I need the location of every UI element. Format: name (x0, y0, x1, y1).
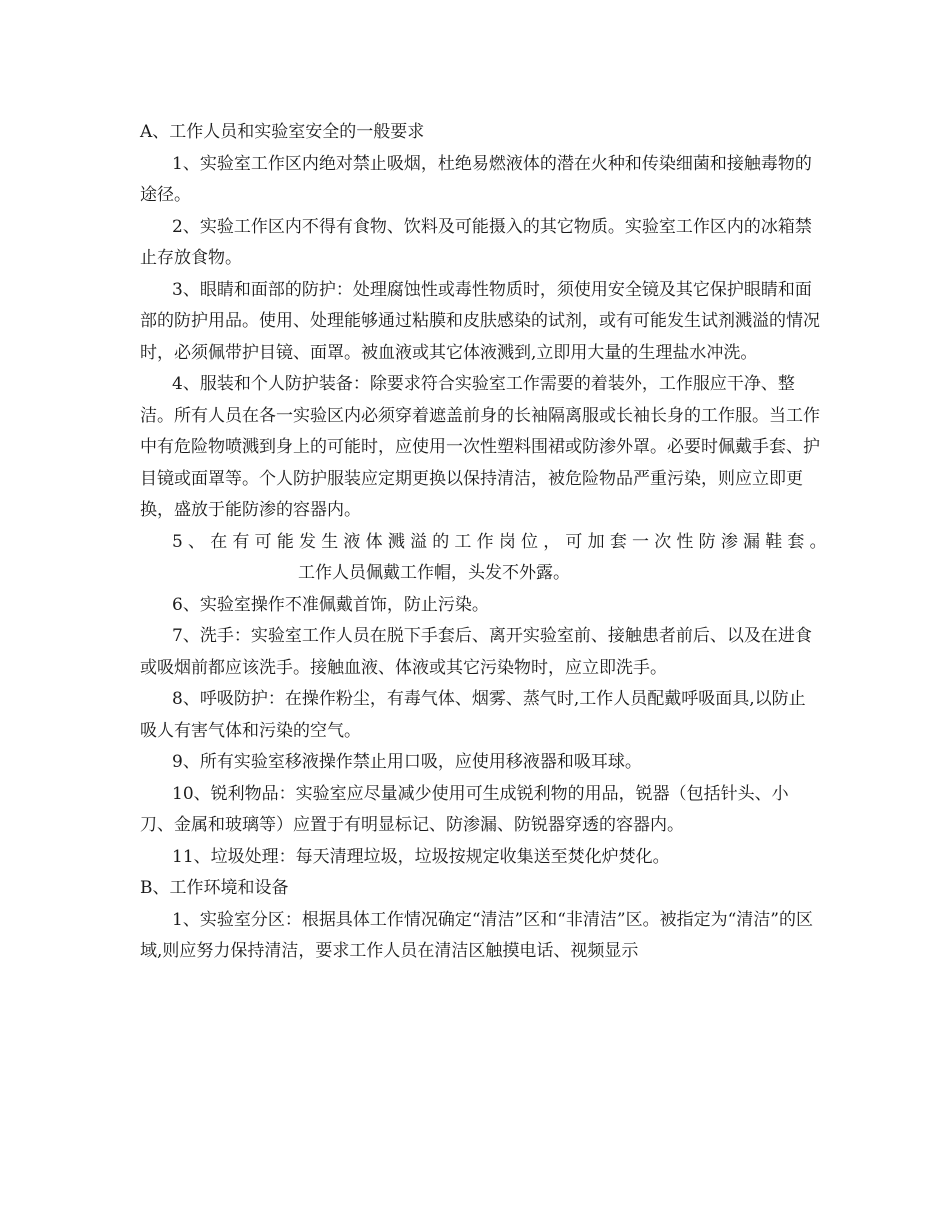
section-a-item-2: 2、实验工作区内不得有食物、饮料及可能摄入的其它物质。实验室工作区内的冰箱禁止存放食物。 (140, 216, 812, 268)
section-a-item-5-continuation: 工作人员佩戴工作帽，头发不外露。 (298, 563, 570, 583)
document-body (140, 117, 832, 968)
section-a-item-11: 11、垃圾处理：每天清理垃圾，垃圾按规定收集送至焚化炉焚化。 (172, 846, 670, 867)
section-a-item-3: 3、眼睛和面部的防护：处理腐蚀性或毒性物质时，须使用安全镜及其它保护眼睛和面部的防护用品。使用、处理能够通过粘膜和皮肤感染的试剂，或有可能发生试剂溅溢的情况时，必须佩带护目镜、面罩。被血液或其它体液溅到,立即用大量的生理盐水冲洗。 (140, 279, 820, 363)
section-a-item-5: 5、在有可能发生液体溅溢的工作岗位，可加套一次性防渗漏鞋套。 (172, 531, 832, 552)
section-a-item-4: 4、服装和个人防护装备：除要求符合实验室工作需要的着装外，工作服应干净、整洁。所有人员在各一实验区内必须穿着遮盖前身的长袖隔离服或长袖长身的工作服。当工作中有危险物喷溅到身上的可能时，应使用一次性塑料围裙或防渗外罩。必要时佩戴手套、护目镜或面罩等。个人防护服装应定期更换以保持清洁，被危险物品严重污染，则应立即更换，盛放于能防渗的容器内。 (140, 374, 820, 520)
section-a-item-7: 7、洗手：实验室工作人员在脱下手套后、离开实验室前、接触患者前后、以及在进食或吸烟前都应该洗手。接触血液、体液或其它污染物时，应立即洗手。 (140, 626, 812, 678)
section-a-item-6: 6、实验室操作不准佩戴首饰，防止污染。 (172, 594, 489, 615)
section-a-item-1: 1、实验室工作区内绝对禁止吸烟，杜绝易燃液体的潜在火种和传染细菌和接触毒物的途径。 (140, 153, 812, 205)
section-b-heading: B、工作环境和设备 (140, 878, 289, 898)
section-a-item-9: 9、所有实验室移液操作禁止用口吸，应使用移液器和吸耳球。 (172, 752, 642, 772)
section-a-heading: A、工作人员和实验室安全的一般要求 (140, 122, 425, 142)
section-a-item-8: 8、呼吸防护：在操作粉尘，有毒气体、烟雾、蒸气时,工作人员配戴呼吸面具,以防止吸人有害气体和污染的空气。 (140, 689, 806, 741)
section-a-item-10: 10、锐利物品：实验室应尽量减少使用可生成锐利物的用品，锐器（包括针头、小刀、金属和玻璃等）应置于有明显标记、防渗漏、防锐器穿透的容器内。 (140, 783, 789, 835)
section-b-item-1: 1、实验室分区：根据具体工作情况确定“清洁”区和“非清洁”区。被指定为“清洁”的区域,则应努力保持清洁，要求工作人员在清洁区触摸电话、视频显示 (140, 909, 813, 961)
